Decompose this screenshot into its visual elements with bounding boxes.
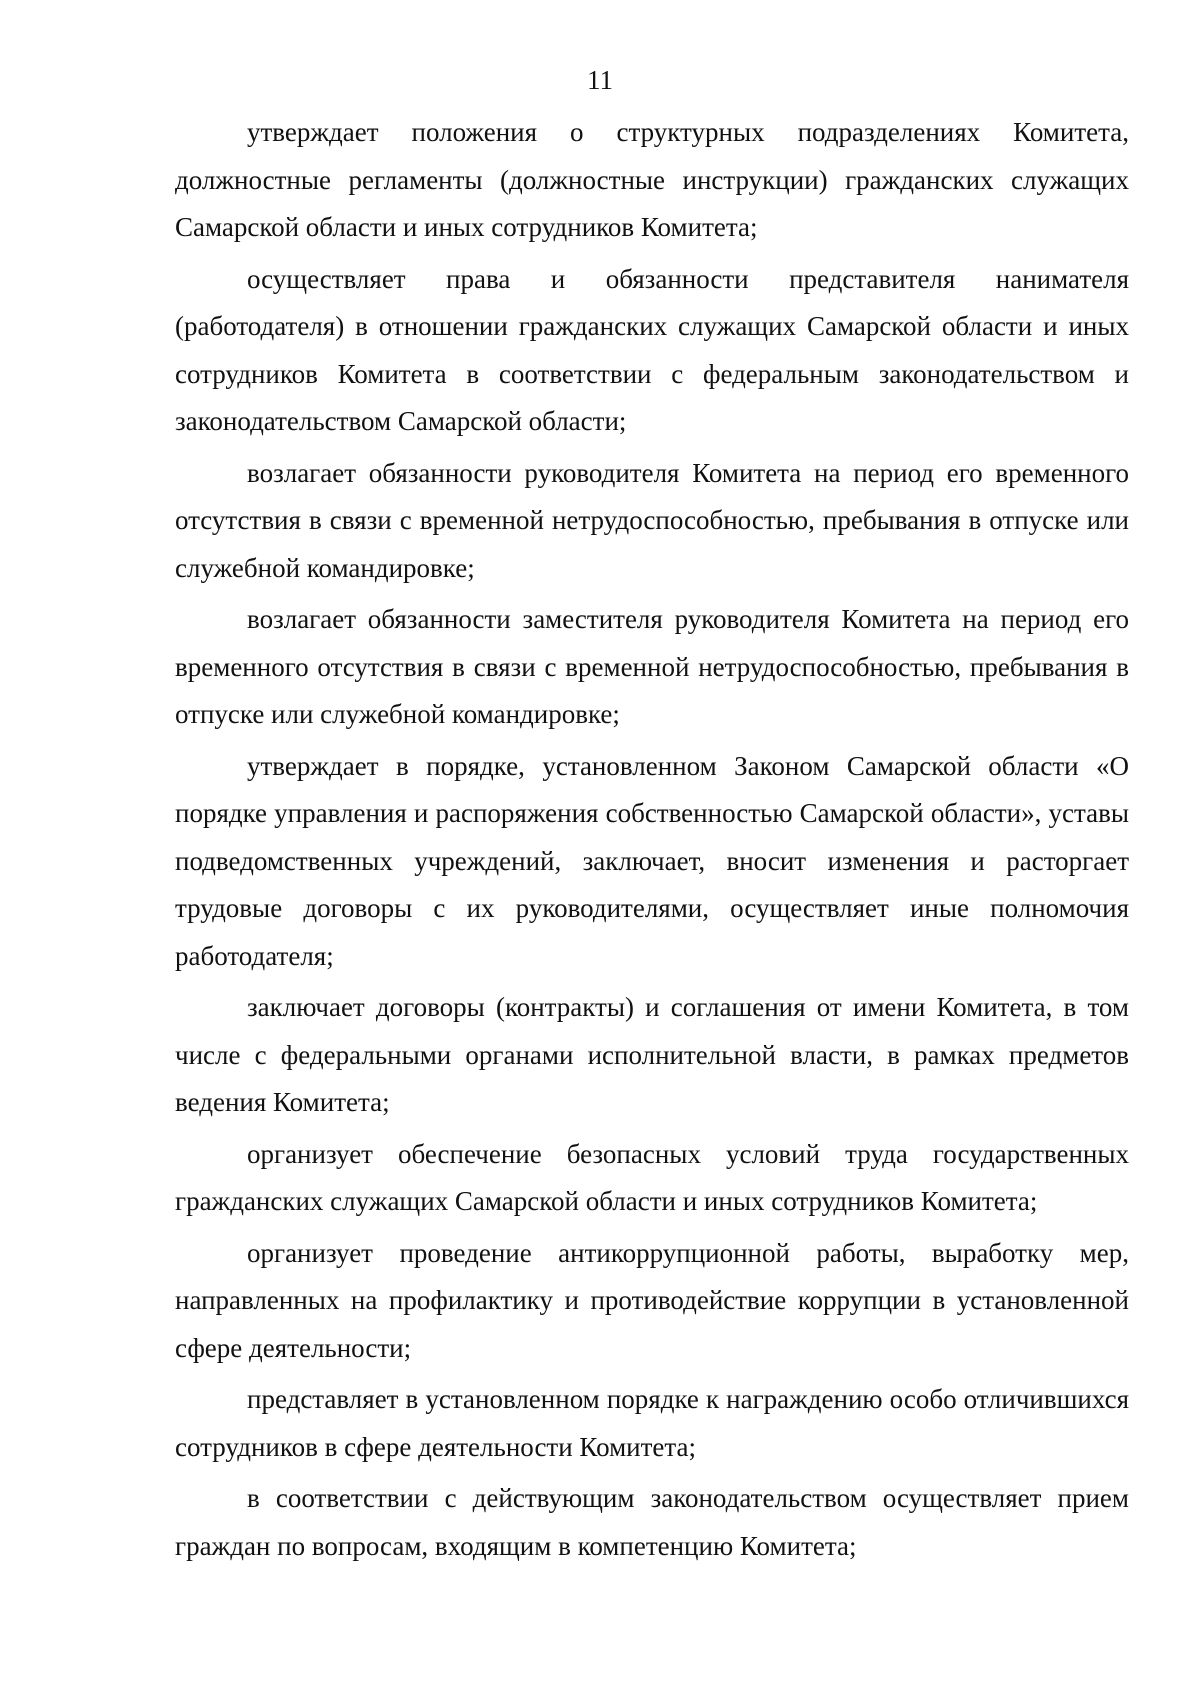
paragraph: в соответствии с действующим законодательством осуществляет прием граждан по вопросам, входящим в компетенцию Комитета; [175,1483,1129,1561]
document-body [175,109,1129,1574]
paragraph: организует проведение антикоррупционной работы, выработку мер, направленных на профилактику и противодействие коррупции в установленной сфере деятельности; [175,1237,1129,1363]
paragraph: осуществляет права и обязанности представителя нанимателя (работодателя) в отношении гражданских служащих Самарской области и иных сотрудников Комитета в соответствии с федеральным законодательством и законодательством Самарской области; [175,263,1129,436]
paragraph: заключает договоры (контракты) и соглашения от имени Комитета, в том числе с федеральными органами исполнительной власти, в рамках предметов ведения Комитета; [175,992,1129,1117]
paragraph: организует обеспечение безопасных условий труда государственных гражданских служащих Самарской области и иных сотрудников Комитета; [175,1138,1129,1216]
paragraph: возлагает обязанности заместителя руководителя Комитета на период его временного отсутствия в связи с временной нетрудоспособностью, пребывания в отпуске или служебной командировке; [175,604,1129,729]
paragraph: возлагает обязанности руководителя Комитета на период его временного отсутствия в связи с временной нетрудоспособностью, пребывания в отпуске или служебной командировке; [175,457,1129,583]
page-number: 11 [587,65,613,95]
paragraph: представляет в установленном порядке к награждению особо отличившихся сотрудников в сфере деятельности Комитета; [175,1384,1129,1462]
paragraph: утверждает положения о структурных подразделениях Комитета, должностные регламенты (должностные инструкции) гражданских служащих Самарской области и иных сотрудников Комитета; [175,117,1129,242]
paragraph: утверждает в порядке, установленном Законом Самарской области «О порядке управления и распоряжения собственностью Самарской области», уставы подведомственных учреждений, заключает, вносит изменения и расторгает трудовые договоры с их руководителями, осуществляет иные полномочия работодателя; [175,750,1129,971]
